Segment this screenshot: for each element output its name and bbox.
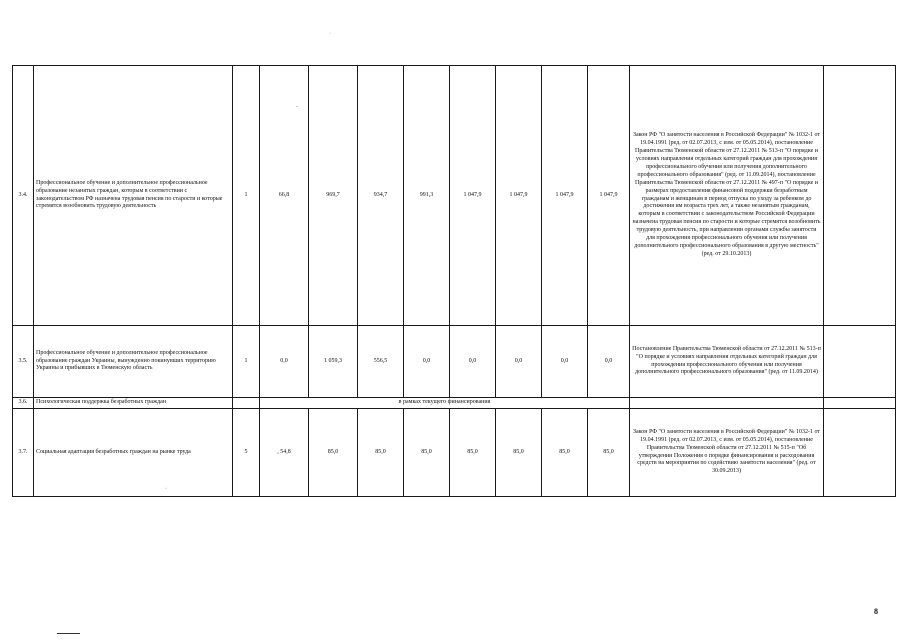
empty-cell — [824, 66, 896, 326]
legal-basis: Постановление Правительства Тюменской области от 27.12.2011 № 513-п "О порядке и условиях направления отдельных категорий граждан для прохождения профессионального обучения или получения дополнительного профессионального образования" (ред. от 11.09.2014) — [630, 326, 824, 398]
unit-cell: 1 — [233, 66, 260, 326]
scan-line — [57, 633, 80, 634]
table-row — [13, 326, 896, 398]
table-row — [13, 409, 896, 497]
row-number: 3.6. — [13, 398, 34, 409]
value-cell: 1 047,9 — [450, 66, 496, 326]
table-row — [13, 66, 896, 326]
value-cell: 85,0 — [404, 409, 450, 497]
financing-note: в рамках текущего финансирования — [260, 398, 630, 409]
empty-cell — [233, 398, 260, 409]
value-cell: 85,0 — [542, 409, 588, 497]
value-cell: 556,5 — [358, 326, 404, 398]
value-cell: 0,0 — [542, 326, 588, 398]
scan-dash: - — [296, 104, 298, 110]
measure-name: Социальная адаптация безработных граждан на рынке труда — [34, 409, 233, 497]
measure-name: Профессиональное обучение и дополнительное профессиональное образование незанятых граждан, которым в соответствии с законодательством РФ назначена трудовая пенсия по старости и которые стремятся возобновить трудовую деятельность — [34, 66, 233, 326]
row-number: 3.5. — [13, 326, 34, 398]
empty-cell — [824, 409, 896, 497]
scan-speck: · — [329, 31, 331, 37]
value-cell: 1 047,9 — [496, 66, 542, 326]
value-cell: 934,7 — [358, 66, 404, 326]
value-cell: 66,8 — [260, 66, 309, 326]
value-cell: , 54,8 — [260, 409, 309, 497]
empty-cell — [630, 398, 824, 409]
value-cell: 85,0 — [496, 409, 542, 497]
value-cell: 85,0 — [309, 409, 358, 497]
value-cell: 0,0 — [588, 326, 630, 398]
value-cell: 0,0 — [260, 326, 309, 398]
value-cell: 85,0 — [588, 409, 630, 497]
scan-dot: · — [165, 486, 167, 492]
value-cell: 85,0 — [358, 409, 404, 497]
row-number: 3.7. — [13, 409, 34, 497]
value-cell: 1 047,9 — [542, 66, 588, 326]
table-row — [13, 398, 896, 409]
empty-cell — [824, 398, 896, 409]
value-cell: 0,0 — [404, 326, 450, 398]
value-cell: 0,0 — [450, 326, 496, 398]
value-cell: 991,3 — [404, 66, 450, 326]
unit-cell: 1 — [233, 326, 260, 398]
value-cell: 1 059,3 — [309, 326, 358, 398]
legal-basis: Закон РФ "О занятости населения в Российской Федерации" № 1032-1 от 19.04.1991 (ред. от 02.07.2013, с изм. от 05.05.2014), постановление Правительства Тюменской области от 27.12.2011 № 513-п "О порядке и условиях направления отдельных категорий граждан для прохождения профессионального обучения или получения дополнительного профессионального образования" (ред. от 11.09.2014), постановление Правительства Тюменской области от 27.12.2011 № 497-п "О порядке и размерах предоставления финансовой поддержки безработным гражданам и женщинам в период отпуска по уходу за ребенком до достижения им возраста трех лет, а также незанятым гражданам, которым в соответствии с законодательством Российской Федерации назначена трудовая пенсия по старости и которые стремятся возобновить трудовую деятельность, при направлении органами службы занятости для прохождения профессионального обучения или получения дополнительного профессионального образования в другую местность" (ред. от 29.10.2013) — [630, 66, 824, 326]
row-number: 3.4. — [13, 66, 34, 326]
unit-cell: 5 — [233, 409, 260, 497]
empty-cell — [824, 326, 896, 398]
value-cell: 969,7 — [309, 66, 358, 326]
measure-name: Психологическая поддержка безработных граждан — [34, 398, 233, 409]
measure-name: Профессиональное обучение и дополнительное профессиональное образование граждан Украины, вынужденно покинувших территорию Украины и прибывших в Тюменскую область — [34, 326, 233, 398]
value-cell: 0,0 — [496, 326, 542, 398]
value-cell: 85,0 — [450, 409, 496, 497]
value-cell: 1 047,9 — [588, 66, 630, 326]
program-table — [12, 65, 896, 497]
legal-basis: Закон РФ "О занятости населения в Российской Федерации" № 1032-1 от 19.04.1991 (ред. от 02.07.2013, с изм. от 05.05.2014), постановление Правительства Тюменской области от 27.12.2011 № 515-п "Об утверждении Положения о порядке финансирования и расходования средств на мероприятия по содействию занятости населения" (ред. от 30.09.2013) — [630, 409, 824, 497]
page-number: 8 — [874, 607, 878, 616]
